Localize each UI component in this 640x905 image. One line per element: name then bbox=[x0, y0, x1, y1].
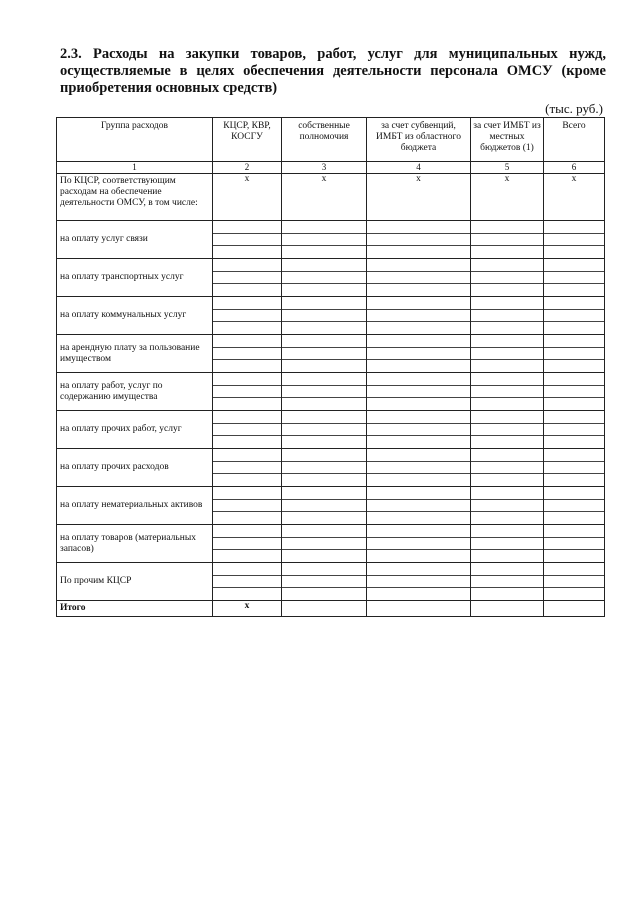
header-row bbox=[57, 118, 605, 162]
row-label-text: на оплату транспортных услуг bbox=[60, 272, 184, 282]
table-cell bbox=[367, 259, 471, 297]
table-cell bbox=[471, 411, 544, 449]
table-cell: x bbox=[471, 174, 544, 221]
column-number: 4 bbox=[367, 162, 471, 174]
table-row bbox=[57, 449, 605, 487]
table-cell bbox=[213, 373, 282, 411]
table-row bbox=[57, 563, 605, 601]
row-label-text: По КЦСР, соответствующим расходам на обеспечение деятельности ОМСУ, в том числе: bbox=[60, 176, 198, 208]
table-cell bbox=[282, 221, 367, 259]
table-cell bbox=[213, 335, 282, 373]
table-cell bbox=[471, 449, 544, 487]
table-row bbox=[57, 525, 605, 563]
row-label-text: на оплату прочих расходов bbox=[60, 462, 169, 472]
table-cell: x bbox=[213, 601, 282, 617]
table-cell bbox=[282, 449, 367, 487]
header-cell: собственные полномочия bbox=[282, 118, 367, 162]
table-row bbox=[57, 221, 605, 259]
table-cell bbox=[471, 373, 544, 411]
header-cell: КЦСР, КВР, КОСГУ bbox=[213, 118, 282, 162]
row-label-text: на оплату товаров (материальных запасов) bbox=[60, 532, 196, 554]
table-cell bbox=[471, 335, 544, 373]
column-number: 1 bbox=[57, 162, 213, 174]
table-cell bbox=[544, 259, 605, 297]
table-cell bbox=[282, 335, 367, 373]
table-cell bbox=[213, 221, 282, 259]
header-cell: за счет ИМБТ из местных бюджетов (1) bbox=[471, 118, 544, 162]
table-row bbox=[57, 297, 605, 335]
total-label bbox=[57, 601, 213, 617]
row-label bbox=[57, 259, 213, 297]
row-label-text: на арендную плату за пользование имуществом bbox=[60, 342, 200, 364]
total-row bbox=[57, 601, 605, 617]
table-row bbox=[57, 174, 605, 221]
row-label-text: на оплату услуг связи bbox=[60, 234, 148, 244]
table-cell bbox=[471, 221, 544, 259]
row-label bbox=[57, 411, 213, 449]
table-cell bbox=[213, 525, 282, 563]
row-label bbox=[57, 335, 213, 373]
table-cell bbox=[544, 525, 605, 563]
column-number: 2 bbox=[213, 162, 282, 174]
table-row bbox=[57, 335, 605, 373]
table-cell bbox=[471, 601, 544, 617]
table-cell bbox=[367, 449, 471, 487]
table-cell bbox=[282, 525, 367, 563]
table-cell bbox=[213, 297, 282, 335]
column-number: 5 bbox=[471, 162, 544, 174]
table-cell bbox=[367, 297, 471, 335]
header-cell: Группа расходов bbox=[57, 118, 213, 162]
table-cell bbox=[544, 449, 605, 487]
row-label bbox=[57, 487, 213, 525]
table-cell bbox=[367, 221, 471, 259]
table-cell bbox=[213, 449, 282, 487]
row-label-text: на оплату прочих работ, услуг bbox=[60, 424, 182, 434]
table-cell bbox=[367, 525, 471, 563]
row-label-text: на оплату нематериальных активов bbox=[60, 500, 203, 510]
table-cell bbox=[471, 525, 544, 563]
table-cell bbox=[213, 487, 282, 525]
table-cell bbox=[282, 373, 367, 411]
expenses-table bbox=[56, 117, 605, 617]
table-cell bbox=[282, 411, 367, 449]
row-label bbox=[57, 563, 213, 601]
table-cell: x bbox=[213, 174, 282, 221]
column-number: 6 bbox=[544, 162, 605, 174]
table-cell bbox=[282, 259, 367, 297]
table-cell bbox=[213, 411, 282, 449]
table-cell bbox=[471, 259, 544, 297]
table-cell bbox=[471, 297, 544, 335]
table-cell bbox=[471, 487, 544, 525]
table-cell: x bbox=[282, 174, 367, 221]
table-cell bbox=[367, 411, 471, 449]
table-row bbox=[57, 411, 605, 449]
units-label: (тыс. руб.) bbox=[545, 101, 603, 116]
row-label bbox=[57, 297, 213, 335]
row-label bbox=[57, 449, 213, 487]
table-cell bbox=[367, 601, 471, 617]
table-cell bbox=[544, 373, 605, 411]
row-label bbox=[57, 221, 213, 259]
table-cell: x bbox=[544, 174, 605, 221]
row-label bbox=[57, 525, 213, 563]
table-cell bbox=[544, 221, 605, 259]
table-cell bbox=[367, 563, 471, 601]
table-cell bbox=[367, 373, 471, 411]
row-label-text: на оплату коммунальных услуг bbox=[60, 310, 187, 320]
table-cell bbox=[282, 487, 367, 525]
table-cell bbox=[282, 297, 367, 335]
table-cell bbox=[213, 563, 282, 601]
table-cell bbox=[282, 601, 367, 617]
table-row bbox=[57, 373, 605, 411]
header-cell: за счет субвенций, ИМБТ из областного бюджета bbox=[367, 118, 471, 162]
table-cell bbox=[367, 335, 471, 373]
row-label-text: По прочим КЦСР bbox=[60, 576, 132, 586]
table-cell bbox=[544, 297, 605, 335]
table-row bbox=[57, 259, 605, 297]
section-heading: 2.3. Расходы на закупки товаров, работ, услуг для муниципальных нужд, осуществляемые в целях обеспечения деятельности персонала ОМСУ (кроме приобретения основных средств) bbox=[60, 46, 606, 96]
row-label bbox=[57, 174, 213, 221]
table-cell bbox=[367, 487, 471, 525]
column-number-row bbox=[57, 162, 605, 174]
table-cell bbox=[282, 563, 367, 601]
header-cell: Всего bbox=[544, 118, 605, 162]
table-cell bbox=[544, 601, 605, 617]
table-cell bbox=[213, 259, 282, 297]
table-cell bbox=[544, 487, 605, 525]
table-cell bbox=[471, 563, 544, 601]
total-label-text: Итого bbox=[60, 603, 86, 613]
table-cell bbox=[544, 411, 605, 449]
row-label-text: на оплату работ, услуг по содержанию имущества bbox=[60, 380, 163, 402]
column-number: 3 bbox=[282, 162, 367, 174]
table-row bbox=[57, 487, 605, 525]
table-cell bbox=[544, 563, 605, 601]
table-cell: x bbox=[367, 174, 471, 221]
row-label bbox=[57, 373, 213, 411]
table-cell bbox=[544, 335, 605, 373]
